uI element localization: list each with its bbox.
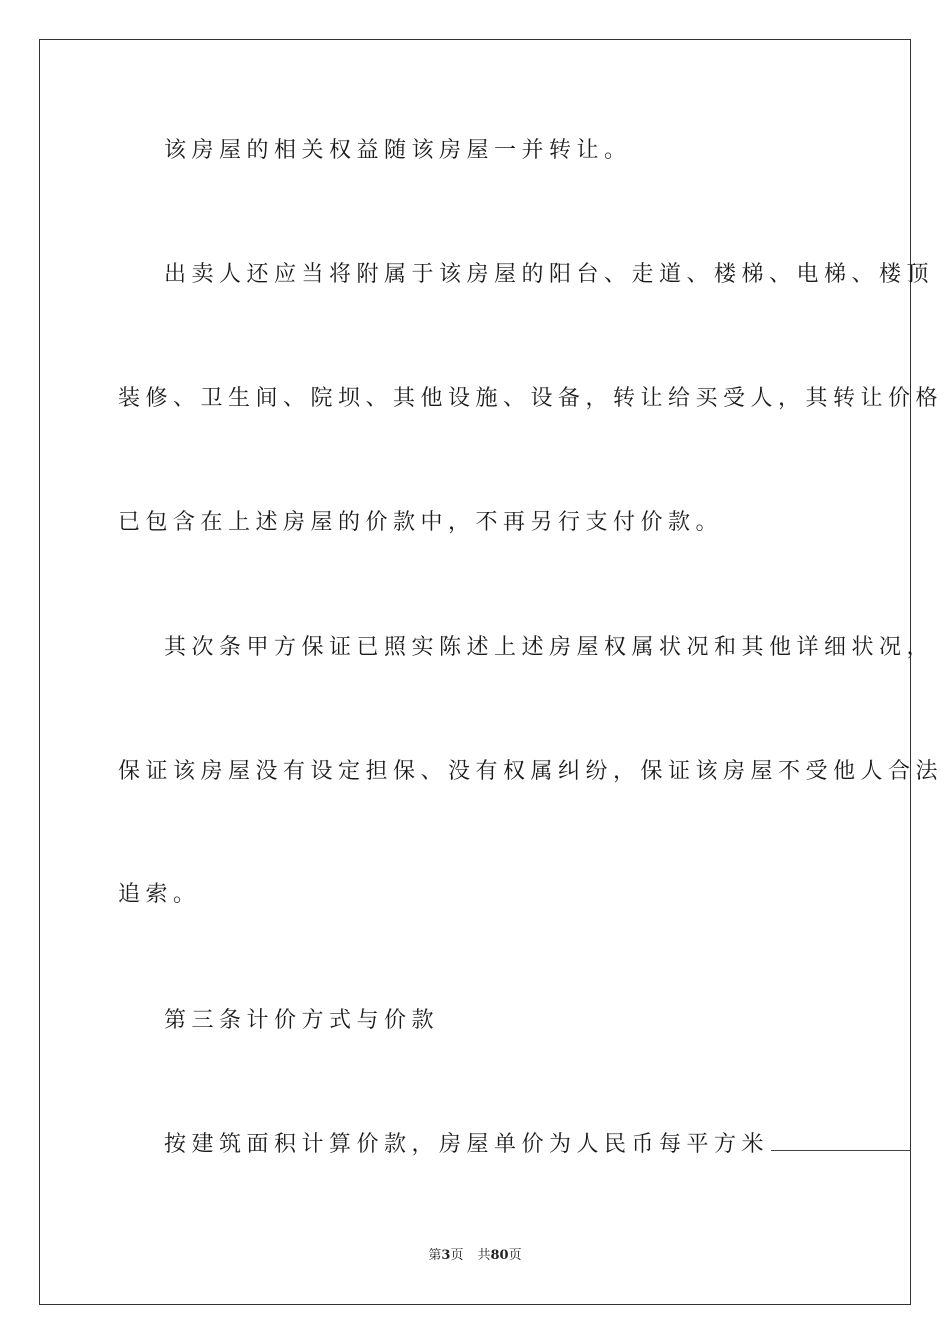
paragraph-line-with-blank bbox=[164, 1130, 911, 1160]
paragraph-line: 已包含在上述房屋的价款中，不再另行支付价款。 bbox=[118, 510, 724, 535]
fill-in-blank[interactable] bbox=[771, 1132, 911, 1151]
total-pages: 80 bbox=[490, 1248, 509, 1263]
paragraph-line: 追索。 bbox=[118, 882, 201, 907]
paragraph-line: 装修、卫生间、院坝、其他设施、设备，转让给买受人，其转让价格 bbox=[118, 386, 944, 411]
page-number: 3 bbox=[441, 1248, 451, 1263]
paragraph-line: 其次条甲方保证已照实陈述上述房屋权属状况和其他详细状况， bbox=[164, 635, 935, 660]
page-footer bbox=[0, 1247, 950, 1265]
page-border bbox=[39, 39, 911, 1305]
paragraph-text: 按建筑面积计算价款，房屋单价为人民币每平方米 bbox=[164, 1132, 770, 1157]
paragraph-line: 保证该房屋没有设定担保、没有权属纠纷，保证该房屋不受他人合法 bbox=[118, 759, 944, 784]
total-suffix: 页 bbox=[508, 1248, 522, 1263]
page-suffix: 页 bbox=[450, 1248, 464, 1263]
section-heading: 第三条计价方式与价款 bbox=[164, 1008, 440, 1033]
paragraph-line: 出卖人还应当将附属于该房屋的阳台、走道、楼梯、电梯、楼顶 bbox=[164, 262, 935, 287]
paragraph-line: 该房屋的相关权益随该房屋一并转让。 bbox=[164, 138, 632, 163]
page-prefix: 第 bbox=[428, 1248, 442, 1263]
total-prefix: 共 bbox=[477, 1248, 491, 1263]
